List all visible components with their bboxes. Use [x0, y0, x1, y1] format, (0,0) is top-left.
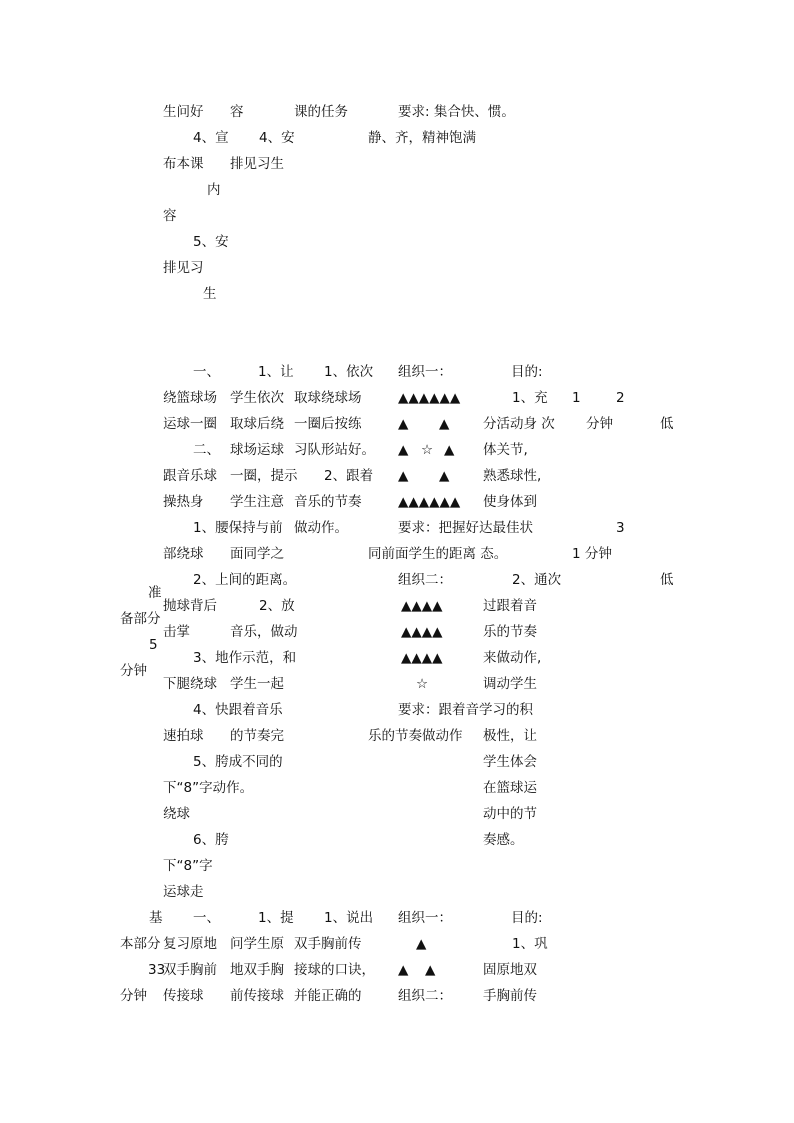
text-fragment: 部绕球 [163, 546, 204, 562]
text-fragment: 5 [149, 637, 158, 653]
text-fragment: 一圈后按练 [294, 416, 362, 432]
text-fragment: 排见习 [163, 260, 204, 276]
text-fragment: 使身体到 [483, 494, 537, 510]
text-fragment: 音乐，做动 [230, 624, 298, 640]
text-fragment: 1、巩 [512, 936, 548, 952]
text-fragment: 二、 [193, 442, 220, 458]
text-fragment: 4、安 [259, 130, 295, 146]
text-fragment: 面同学之 [230, 546, 284, 562]
text-fragment: 奏感。 [483, 832, 524, 848]
text-fragment: 2、通次 [512, 572, 562, 588]
text-fragment: 目的: [511, 910, 543, 926]
text-fragment: 在篮球运 [483, 780, 537, 796]
text-fragment: 容 [230, 104, 244, 120]
text-fragment: 6、胯 [193, 832, 229, 848]
text-fragment: 的节奏完 [230, 728, 284, 744]
text-fragment: 固原地双 [483, 962, 537, 978]
text-fragment: 前传接球 [230, 988, 284, 1004]
text-fragment: 1 分钟 [572, 546, 612, 562]
text-fragment: 容 [163, 208, 177, 224]
text-fragment: 学生体会 [483, 754, 537, 770]
text-fragment: 取球后绕 [230, 416, 284, 432]
text-fragment: 4、快跟着音乐 [193, 702, 283, 718]
text-fragment: 分钟 [120, 663, 147, 679]
text-fragment: 低 [660, 416, 674, 432]
text-fragment: 低 [660, 572, 674, 588]
text-fragment: 分钟 [120, 988, 147, 1004]
text-fragment: 绕球 [163, 806, 190, 822]
text-fragment: 抛球背后 [163, 598, 217, 614]
text-fragment: 备部分 [120, 611, 161, 627]
text-fragment: 生问好 [163, 104, 204, 120]
text-fragment: 极性，让 [483, 728, 537, 744]
text-fragment: 一圈，提示 [230, 468, 298, 484]
text-fragment: 3 [616, 520, 625, 536]
text-fragment: 来做动作, [483, 650, 542, 666]
text-fragment: 球场运球 [230, 442, 284, 458]
text-fragment: 乐的节奏 [483, 624, 537, 640]
text-fragment: 做动作。 [294, 520, 348, 536]
text-fragment: 组织二： [398, 572, 452, 588]
text-fragment: 3、地作示范，和 [193, 650, 297, 666]
text-fragment: 同前面学生的距离 态。 [368, 546, 508, 562]
text-fragment: 5、安 [193, 234, 229, 250]
text-fragment: 乐的节奏做动作 [368, 728, 463, 744]
text-fragment: 2、放 [259, 598, 295, 614]
text-fragment: 取球绕球场 [294, 390, 362, 406]
text-fragment: 准 [148, 585, 162, 601]
text-fragment: 本部分 [120, 936, 161, 952]
text-fragment: 要求：把握好达最佳状 [398, 520, 533, 536]
text-fragment: 习队形站好。 [294, 442, 375, 458]
text-fragment: ▲ [439, 468, 450, 484]
text-fragment: 手胸前传 [483, 988, 537, 1004]
text-fragment: 1、腰保持与前 [193, 520, 283, 536]
text-fragment: 传接球 [163, 988, 204, 1004]
text-fragment: 学生一起 [230, 676, 284, 692]
text-fragment: ▲▲▲▲▲▲ [398, 494, 461, 510]
text-fragment: 基 [149, 910, 163, 926]
text-fragment: 2、跟着 [324, 468, 374, 484]
text-fragment: 5、胯成不同的 [193, 754, 283, 770]
text-fragment: 一、 [193, 364, 220, 380]
text-fragment: 下“8”字 [163, 858, 213, 874]
text-fragment: 1、提 [258, 910, 294, 926]
text-fragment: ▲ [398, 962, 409, 978]
text-fragment: 并能正确的 [294, 988, 362, 1004]
text-fragment: 组织二： [398, 988, 452, 1004]
text-fragment: 1、说出 [324, 910, 374, 926]
text-fragment: ▲▲▲▲ [401, 624, 443, 640]
text-fragment: ▲ [425, 962, 436, 978]
text-fragment: 静、齐，精神饱满 [368, 130, 476, 146]
text-fragment: 接球的口诀， [294, 962, 375, 978]
text-fragment: 学生依次 [230, 390, 284, 406]
text-fragment: 分钟 [586, 416, 613, 432]
text-fragment: 调动学生 [483, 676, 537, 692]
text-fragment: ▲ [398, 468, 409, 484]
text-fragment: 内 [207, 182, 221, 198]
text-fragment: ▲▲▲▲ [401, 650, 443, 666]
text-fragment: ☆ [416, 676, 429, 692]
text-fragment: 排见习生 [230, 156, 284, 172]
text-fragment: 问学生原 [230, 936, 284, 952]
text-fragment: 复习原地 [163, 936, 217, 952]
text-fragment: 动中的节 [483, 806, 537, 822]
text-fragment: 双手胸前传 [294, 936, 362, 952]
text-fragment: ▲ [398, 416, 409, 432]
text-fragment: 1、充 [512, 390, 548, 406]
text-fragment: 击掌 [163, 624, 190, 640]
text-fragment: 音乐的节奏 [294, 494, 362, 510]
text-fragment: 组织一： [398, 364, 452, 380]
text-fragment: 体关节, [483, 442, 528, 458]
text-fragment: 要求: 集合快、惯。 [398, 104, 515, 120]
text-fragment: 过跟着音 [483, 598, 537, 614]
text-fragment: 组织一： [398, 910, 452, 926]
text-fragment: 熟悉球性, [483, 468, 542, 484]
text-fragment: 速拍球 [163, 728, 204, 744]
text-fragment: ▲ [444, 442, 455, 458]
text-fragment: 生 [203, 286, 217, 302]
text-fragment: 绕篮球场 [163, 390, 217, 406]
text-fragment: 操热身 [163, 494, 204, 510]
text-fragment: 一、 [193, 910, 220, 926]
text-fragment: ▲ [398, 442, 409, 458]
text-fragment: 学生注意 [230, 494, 284, 510]
text-fragment: 下“8”字动作。 [163, 780, 254, 796]
text-fragment: 分活动身 次 [483, 416, 555, 432]
text-fragment: 1、让 [258, 364, 294, 380]
text-fragment: 双手胸前 [163, 962, 217, 978]
text-fragment: ☆ [421, 442, 434, 458]
text-fragment: 2、上间的距离。 [193, 572, 297, 588]
text-fragment: 1、依次 [324, 364, 374, 380]
text-fragment: ▲▲▲▲▲▲ [398, 390, 461, 406]
text-fragment: 1 [572, 390, 581, 406]
text-fragment: ▲ [416, 936, 427, 952]
text-fragment: 4、宣 [193, 130, 229, 146]
text-fragment: 目的: [511, 364, 543, 380]
text-fragment: 课的任务 [294, 104, 348, 120]
text-fragment: 地双手胸 [230, 962, 284, 978]
text-fragment: 要求：跟着音学习的积 [398, 702, 533, 718]
text-fragment: 运球走 [163, 884, 204, 900]
text-fragment: 2 [616, 390, 625, 406]
text-fragment: 下腿绕球 [163, 676, 217, 692]
text-fragment: 33 [148, 962, 166, 978]
text-fragment: 运球一圈 [163, 416, 217, 432]
text-fragment: ▲ [439, 416, 450, 432]
text-fragment: ▲▲▲▲ [401, 598, 443, 614]
text-fragment: 跟音乐球 [163, 468, 217, 484]
text-fragment: 布本课 [163, 156, 204, 172]
